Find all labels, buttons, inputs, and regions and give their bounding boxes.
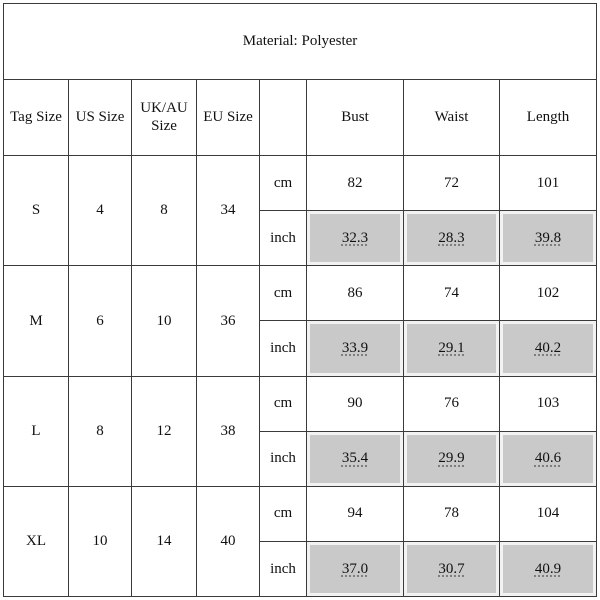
tag-size-cell: XL: [4, 486, 69, 596]
unit-label-inch: inch: [260, 321, 307, 376]
waist-cm-cell: 72: [404, 156, 500, 211]
length-cm-cell: 104: [500, 486, 597, 541]
length-inch-cell: 40.6: [500, 431, 597, 486]
header-eu-size: EU Size: [197, 79, 260, 156]
header-bust: Bust: [307, 79, 404, 156]
uk-au-size-cell: 8: [132, 156, 197, 266]
size-row-cm: [4, 266, 597, 321]
waist-inch-cell: 29.9: [404, 431, 500, 486]
length-cm-cell: 102: [500, 266, 597, 321]
waist-cm-cell: 76: [404, 376, 500, 431]
bust-cm-cell: 94: [307, 486, 404, 541]
unit-label-cm: cm: [260, 486, 307, 541]
uk-au-size-cell: 14: [132, 486, 197, 596]
size-chart-table: [3, 3, 597, 597]
bust-cm-cell: 82: [307, 156, 404, 211]
header-waist: Waist: [404, 79, 500, 156]
length-cm-cell: 103: [500, 376, 597, 431]
waist-cm-cell: 74: [404, 266, 500, 321]
us-size-cell: 4: [69, 156, 132, 266]
header-length: Length: [500, 79, 597, 156]
header-unit-blank: [260, 79, 307, 156]
unit-label-cm: cm: [260, 266, 307, 321]
header-uk-au-size: UK/AU Size: [132, 79, 197, 156]
size-row-cm: [4, 156, 597, 211]
tag-size-cell: M: [4, 266, 69, 376]
bust-inch-cell: 32.3: [307, 211, 404, 266]
bust-inch-cell: 35.4: [307, 431, 404, 486]
us-size-cell: 8: [69, 376, 132, 486]
header-us-size: US Size: [69, 79, 132, 156]
title-row: [4, 4, 597, 80]
uk-au-size-cell: 10: [132, 266, 197, 376]
bust-cm-cell: 86: [307, 266, 404, 321]
eu-size-cell: 38: [197, 376, 260, 486]
waist-inch-cell: 30.7: [404, 541, 500, 596]
length-inch-cell: 40.2: [500, 321, 597, 376]
header-row: [4, 79, 597, 156]
unit-label-inch: inch: [260, 541, 307, 596]
eu-size-cell: 40: [197, 486, 260, 596]
length-inch-cell: 39.8: [500, 211, 597, 266]
waist-inch-cell: 29.1: [404, 321, 500, 376]
unit-label-inch: inch: [260, 431, 307, 486]
tag-size-cell: L: [4, 376, 69, 486]
length-inch-cell: 40.9: [500, 541, 597, 596]
waist-cm-cell: 78: [404, 486, 500, 541]
us-size-cell: 10: [69, 486, 132, 596]
header-tag-size: Tag Size: [4, 79, 69, 156]
eu-size-cell: 36: [197, 266, 260, 376]
bust-inch-cell: 37.0: [307, 541, 404, 596]
tag-size-cell: S: [4, 156, 69, 266]
unit-label-cm: cm: [260, 376, 307, 431]
size-row-cm: [4, 376, 597, 431]
waist-inch-cell: 28.3: [404, 211, 500, 266]
size-row-cm: [4, 486, 597, 541]
uk-au-size-cell: 12: [132, 376, 197, 486]
us-size-cell: 6: [69, 266, 132, 376]
material-title: Material: Polyester: [4, 4, 597, 80]
bust-inch-cell: 33.9: [307, 321, 404, 376]
length-cm-cell: 101: [500, 156, 597, 211]
eu-size-cell: 34: [197, 156, 260, 266]
unit-label-cm: cm: [260, 156, 307, 211]
unit-label-inch: inch: [260, 211, 307, 266]
bust-cm-cell: 90: [307, 376, 404, 431]
